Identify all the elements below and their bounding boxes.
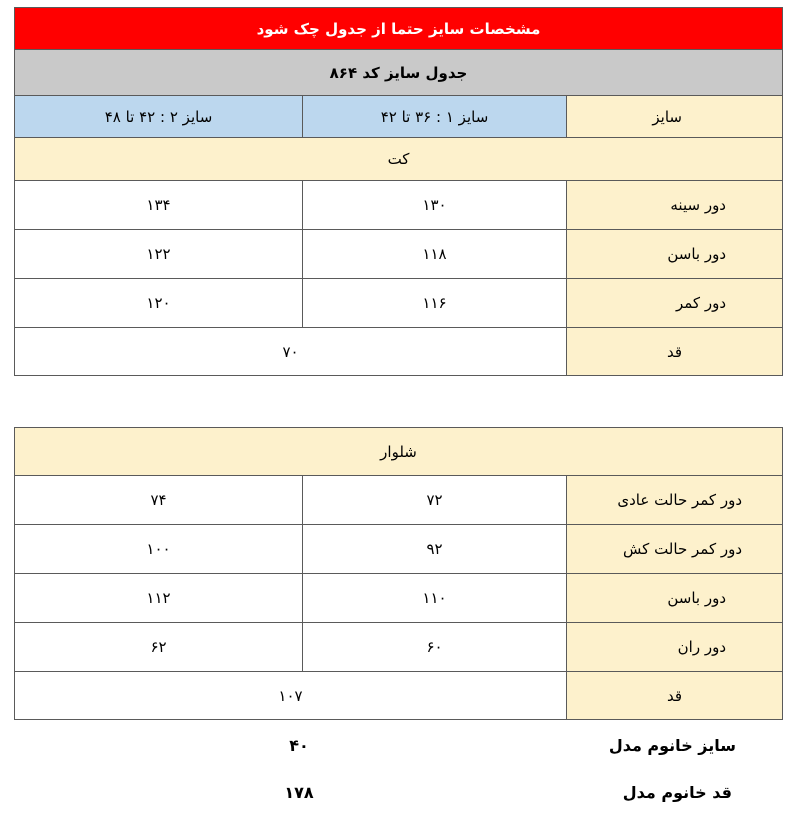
model-size-value: ۴۰	[289, 736, 309, 755]
cell-size1: ۹۲	[303, 525, 567, 574]
cell-size1: ۱۱۸	[303, 230, 567, 279]
row-label: دور سینه	[567, 181, 783, 230]
row-label: دور کمر حالت عادی	[567, 476, 783, 525]
cell-size2: ۶۲	[15, 623, 303, 672]
cell-size2: ۱۰۰	[15, 525, 303, 574]
cell-size1: ۶۰	[303, 623, 567, 672]
table-row	[15, 476, 783, 525]
table-row-length	[15, 672, 783, 720]
table-row	[15, 574, 783, 623]
row-label-length: قد	[567, 328, 783, 376]
column-header-size: سایز	[567, 96, 783, 138]
model-height-value: ۱۷۸	[284, 783, 314, 802]
jacket-size-table	[14, 7, 783, 376]
table-row	[15, 230, 783, 279]
cell-size2: ۷۴	[15, 476, 303, 525]
section-title-pants: شلوار	[15, 428, 783, 476]
table-row-length	[15, 328, 783, 376]
section-title-jacket: کت	[15, 138, 783, 181]
row-label-length: قد	[567, 672, 783, 720]
table-row	[15, 525, 783, 574]
row-label: دور باسن	[567, 230, 783, 279]
model-height-row	[14, 771, 782, 815]
cell-size2: ۱۲۰	[15, 279, 303, 328]
table-row	[15, 181, 783, 230]
column-header-size2: سایز ۲ : ۴۲ تا ۴۸	[15, 96, 303, 138]
pants-size-table	[14, 427, 783, 720]
pants-size-table-wrapper	[14, 427, 782, 720]
model-size-label: سایز خانوم مدل	[608, 736, 736, 755]
table-row	[15, 623, 783, 672]
notice-banner: مشخصات سایز حتما از جدول چک شود	[15, 8, 783, 50]
cell-length-value: ۷۰	[15, 328, 567, 376]
row-label: دور کمر	[567, 279, 783, 328]
cell-size1: ۱۱۶	[303, 279, 567, 328]
row-label: دور ران	[567, 623, 783, 672]
cell-size2: ۱۲۲	[15, 230, 303, 279]
row-label: دور کمر حالت کش	[567, 525, 783, 574]
jacket-size-table-wrapper	[14, 7, 782, 376]
cell-size1: ۷۲	[303, 476, 567, 525]
model-size-row	[14, 724, 782, 768]
cell-length-value: ۱۰۷	[15, 672, 567, 720]
row-label: دور باسن	[567, 574, 783, 623]
column-header-size1: سایز ۱ : ۳۶ تا ۴۲	[303, 96, 567, 138]
cell-size2: ۱۱۲	[15, 574, 303, 623]
table-title: جدول سایز کد ۸۶۴	[15, 50, 783, 96]
cell-size1: ۱۳۰	[303, 181, 567, 230]
model-height-label: قد خانوم مدل	[622, 783, 732, 802]
cell-size1: ۱۱۰	[303, 574, 567, 623]
cell-size2: ۱۳۴	[15, 181, 303, 230]
table-row	[15, 279, 783, 328]
